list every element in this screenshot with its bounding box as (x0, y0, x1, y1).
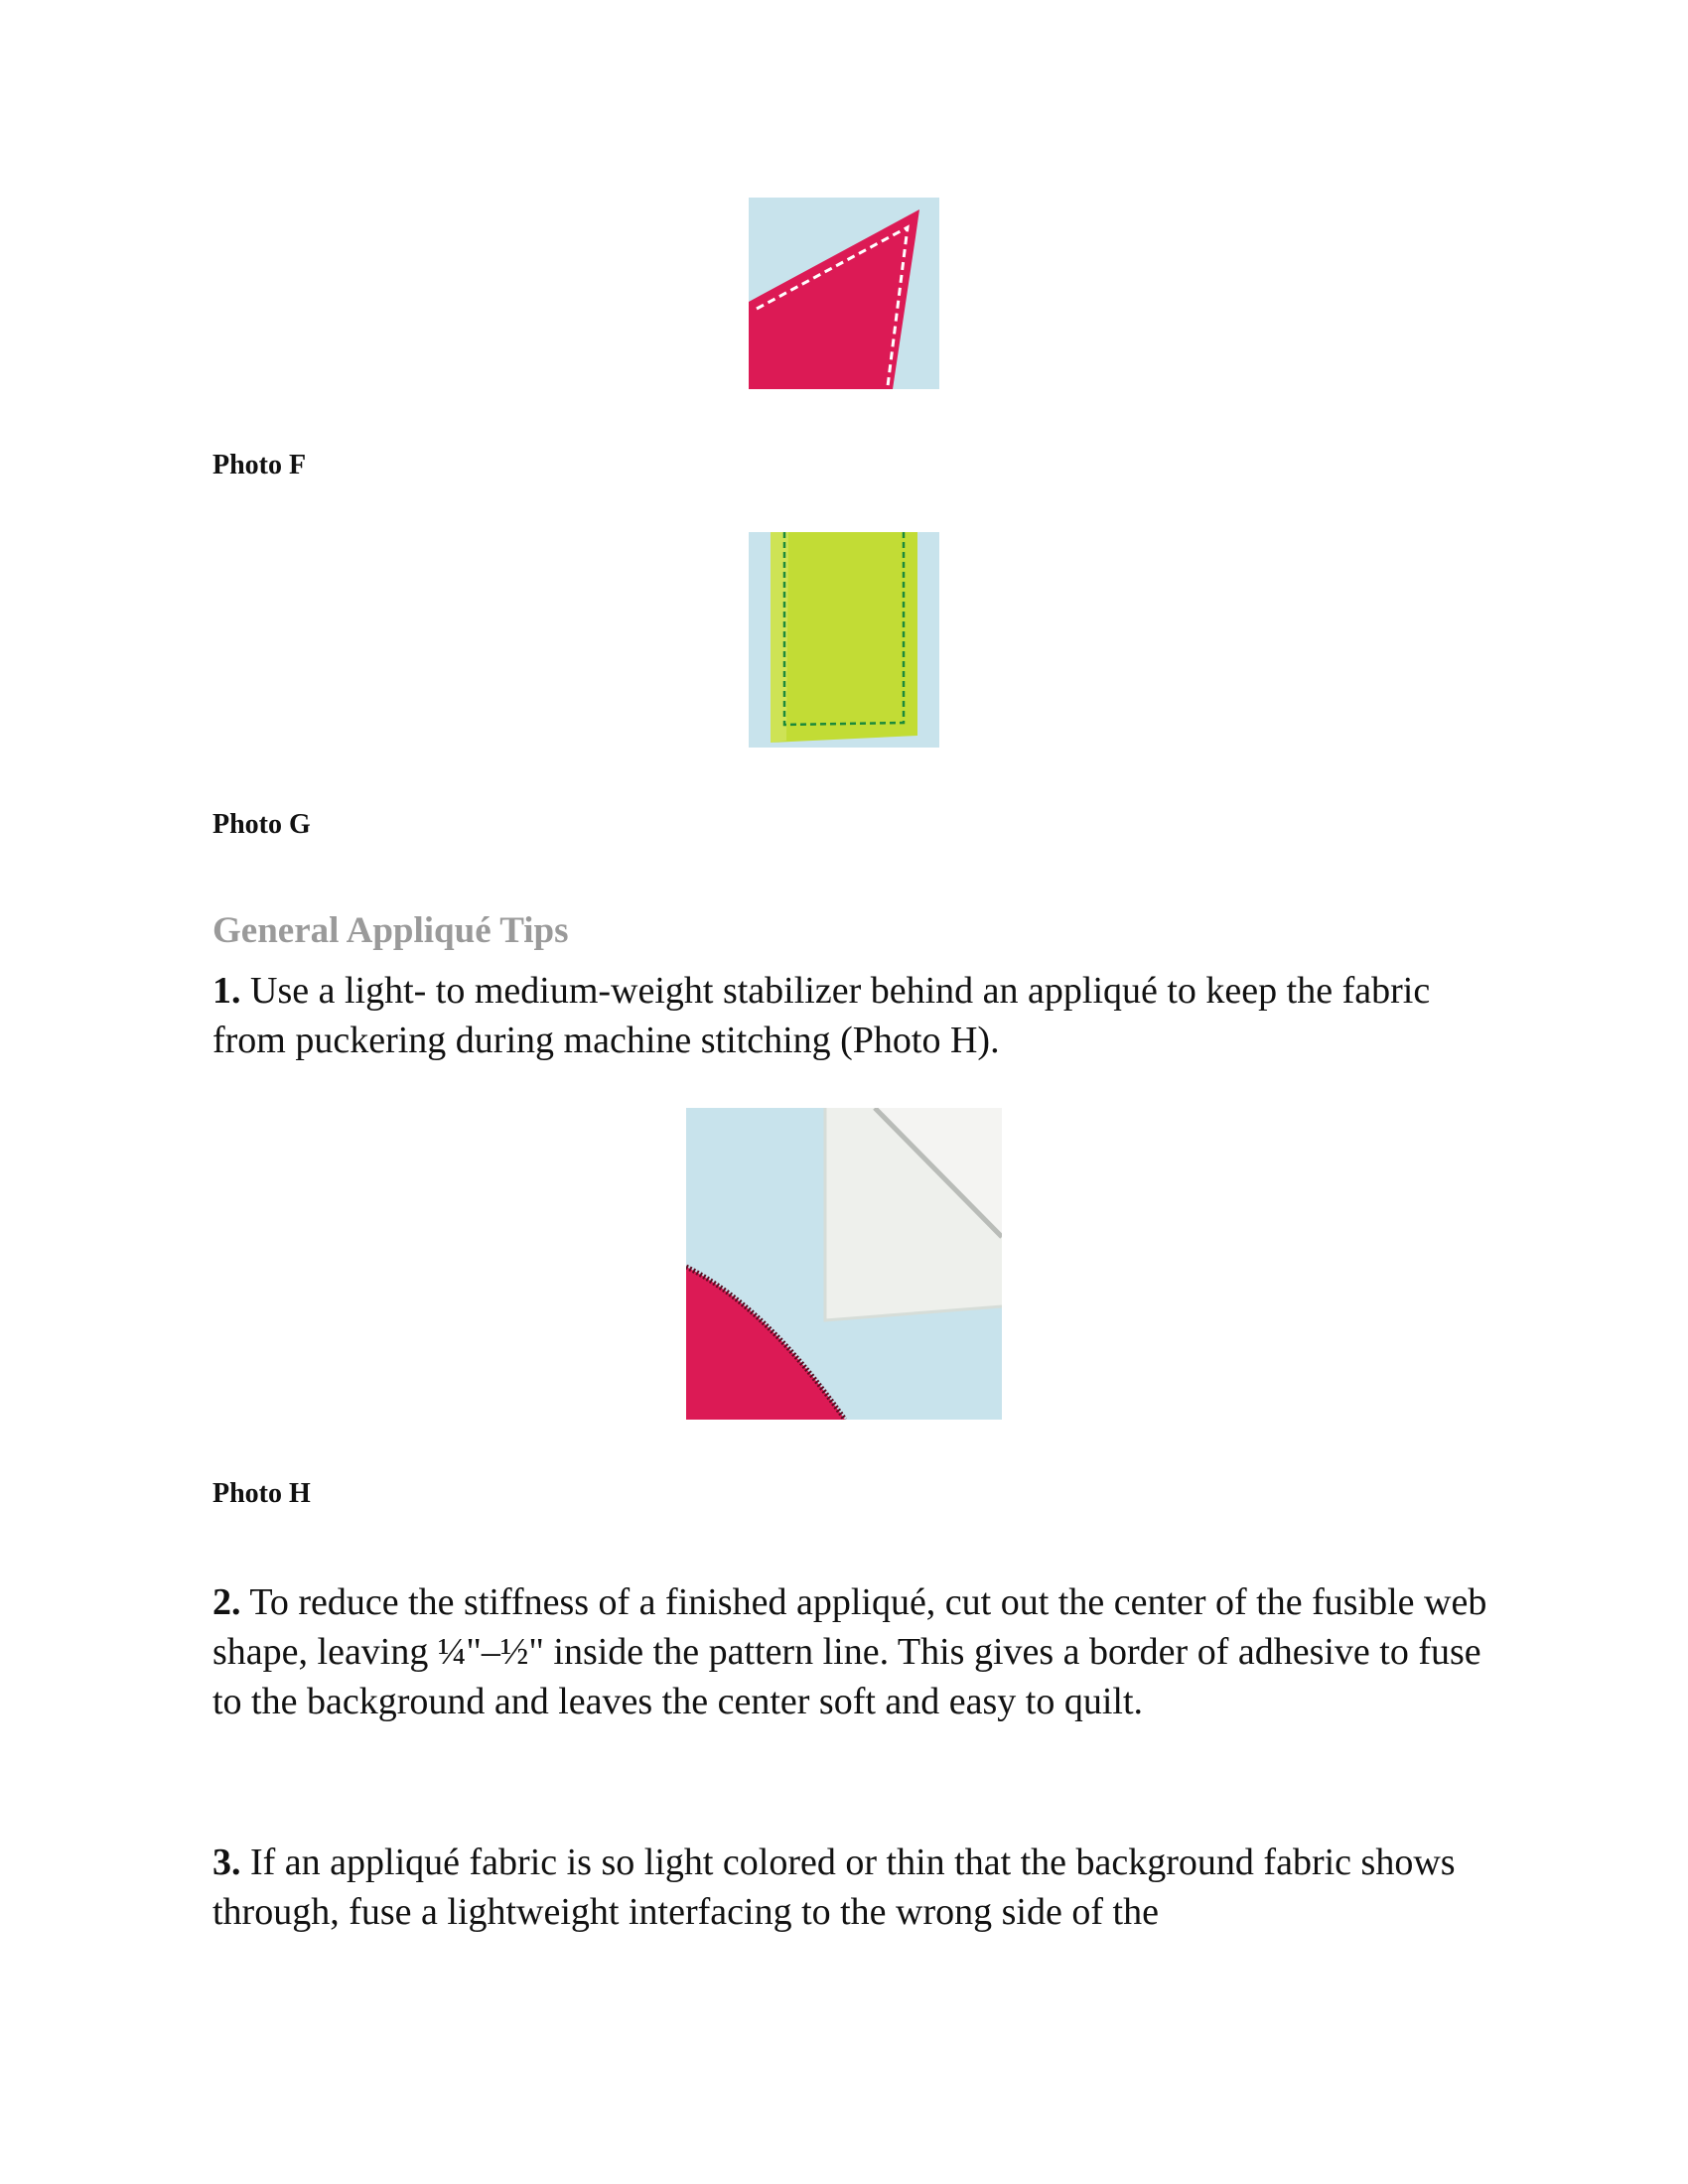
tip-3-number: 3. (212, 1842, 241, 1883)
tip-3-text: If an appliqué fabric is so light colored or thin that the background fabric shows through, fuse a lightweight interfacing to the wrong side of the (212, 1842, 1456, 1933)
photo-h-caption: Photo H (212, 1478, 311, 1509)
tip-2-text: To reduce the stiffness of a finished appliqué, cut out the center of the fusible web shape, leaving ¼"–½" inside the pattern line. This gives a border of adhesive to fuse to the background and leaves the center soft and easy to quilt. (212, 1581, 1487, 1722)
tip-1 (212, 966, 1503, 1065)
tip-2-number: 2. (212, 1581, 241, 1623)
photo-g-caption: Photo G (212, 809, 311, 840)
photo-h-image (686, 1108, 1002, 1420)
section-heading: General Appliqué Tips (212, 910, 569, 951)
photo-f-image (749, 198, 939, 389)
photo-g-image (749, 532, 939, 748)
tip-2 (212, 1577, 1503, 1726)
photo-f-caption: Photo F (212, 450, 307, 480)
tip-1-text: Use a light- to medium-weight stabilizer behind an appliqué to keep the fabric from puckering during machine stitching (Photo H). (212, 970, 1431, 1061)
tip-3 (212, 1838, 1503, 1937)
tip-1-number: 1. (212, 970, 241, 1012)
